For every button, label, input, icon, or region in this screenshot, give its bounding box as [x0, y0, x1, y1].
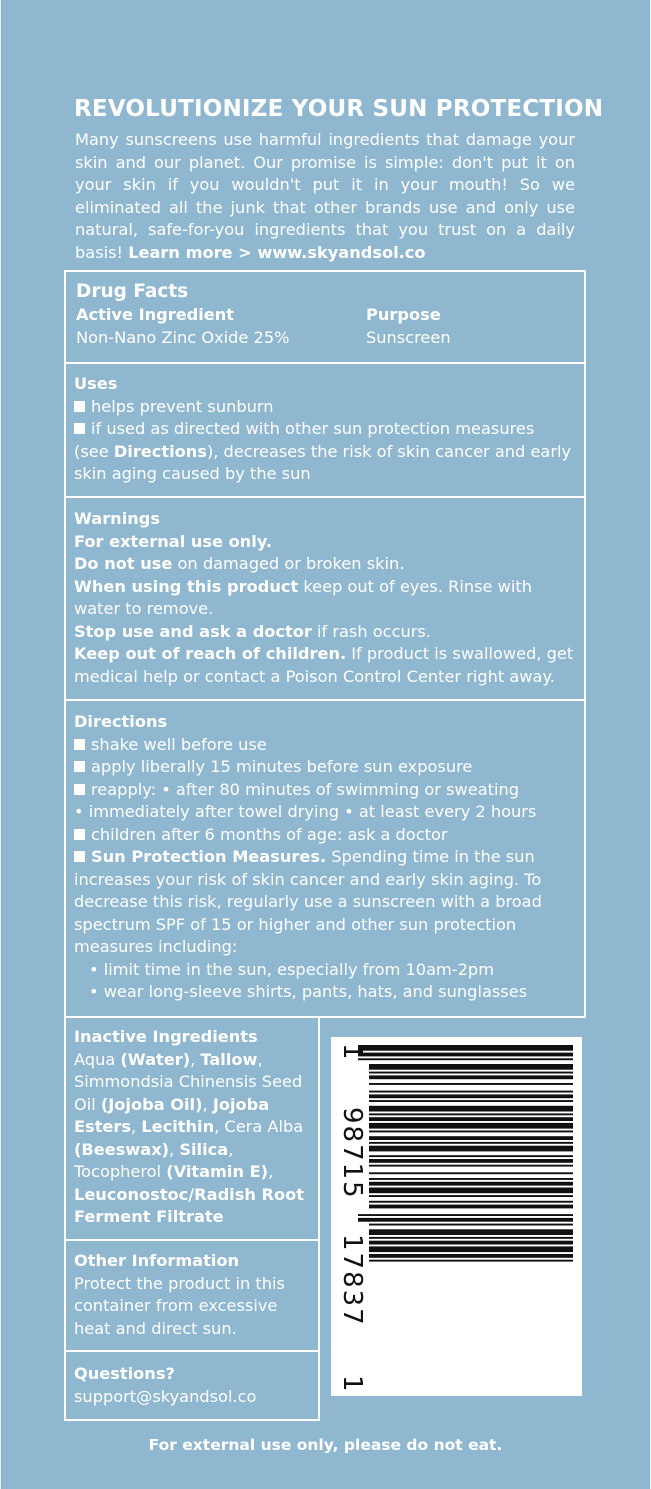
keep-out-cont: medical help or contact a Poison Control Center right away.: [74, 666, 555, 686]
barcode-bar: [369, 1237, 573, 1239]
ingredient-line: Oil (Jojoba Oil), Jojoba: [74, 1094, 270, 1114]
questions-heading: Questions?: [74, 1364, 175, 1383]
when-using-cont: water to remove.: [74, 599, 214, 618]
ingredient-line: Ferment Filtrate: [74, 1207, 224, 1226]
keep-out: Keep out of reach of children. If product is swallowed, get: [74, 644, 574, 663]
intro-text: Many sunscreens use harmful ingredients that damage your skin and our planet. Our promise is simple: don't put it on your skin if you wouldn't put it in your mouth! So we eliminated all the junk that other brands use and only use natural, safe-for-you ingredients that you trust on a daily basis!: [75, 130, 575, 262]
barcode-bar: [369, 1205, 573, 1209]
footer-note: For external use only, please do not eat.: [148, 1436, 503, 1454]
barcode-lead-digit: 1: [337, 1043, 367, 1062]
barcode-bar: [369, 1106, 573, 1112]
barcode-bar: [369, 1201, 573, 1203]
external-use: For external use only.: [74, 531, 273, 551]
barcode-bar: [369, 1165, 573, 1167]
bullet-square-icon: [74, 401, 85, 412]
active-ingredient-heading: Active Ingredient: [76, 305, 235, 324]
barcode-bar: [369, 1075, 573, 1079]
barcode-bar: [369, 1224, 573, 1226]
barcode-bar: [358, 1214, 573, 1216]
other-info-line: container from excessive: [74, 1296, 278, 1315]
spm-sub-item: • limit time in the sun, especially from 10am-2pm: [89, 959, 494, 979]
ingredient-line: Aqua (Water), Tallow,: [74, 1049, 263, 1069]
support-email-link[interactable]: support@skyandsol.co: [74, 1386, 257, 1406]
divider-uses: [64, 362, 586, 364]
do-not-use: Do not use on damaged or broken skin.: [74, 554, 405, 573]
barcode-bar: [369, 1229, 573, 1235]
barcode-bar: [369, 1241, 573, 1245]
other-info-heading: Other Information: [74, 1251, 240, 1270]
barcode-bar: [369, 1188, 573, 1194]
barcode-bar: [369, 1094, 573, 1098]
barcode-bar: [369, 1146, 573, 1152]
inactive-section: [74, 1026, 314, 1229]
ingredient-line: Simmondsia Chinensis Seed: [74, 1072, 303, 1091]
divider-warnings: [64, 496, 586, 498]
barcode-bar: [369, 1155, 573, 1157]
intro-paragraph: [75, 129, 575, 265]
barcode-bar: [369, 1195, 573, 1197]
spm-line: decrease this risk, regularly use a sunscreen with a broad: [74, 892, 542, 911]
barcode-bar: [369, 1260, 573, 1262]
questions-section: [74, 1363, 314, 1408]
bullet-square-icon: [74, 851, 85, 862]
bullet-square-icon: [74, 761, 85, 772]
purpose-value: Sunscreen: [366, 327, 451, 347]
barcode-bar: [358, 1058, 573, 1060]
barcode-group-2: 17837: [337, 1234, 367, 1327]
warnings-section: [74, 508, 579, 688]
when-using: When using this product keep out of eyes. Rinse with: [74, 576, 532, 596]
barcode-bar: [369, 1178, 573, 1180]
bullet-square-icon: [74, 423, 85, 434]
other-info-line: heat and direct sun.: [74, 1318, 237, 1338]
learn-more-link[interactable]: Learn more > www.skyandsol.co: [128, 242, 426, 262]
barcode-bar: [369, 1142, 573, 1144]
barcode-bar: [358, 1053, 573, 1057]
headline: REVOLUTIONIZE YOUR SUN PROTECTION: [74, 96, 604, 122]
inactive-heading: Inactive Ingredients: [74, 1027, 258, 1046]
drug-facts-title: Drug Facts: [76, 281, 189, 302]
barcode-bar: [369, 1113, 573, 1115]
warnings-heading: Warnings: [74, 509, 161, 528]
bullet-square-icon: [74, 739, 85, 750]
other-info-section: [74, 1250, 314, 1340]
ingredient-line: Esters, Lecithin, Cera Alba: [74, 1117, 304, 1136]
uses-section: [74, 373, 579, 486]
barcode-bar: [369, 1172, 573, 1174]
ingredient-line: (Beeswax), Silica,: [74, 1139, 234, 1159]
barcode-bars: [331, 1037, 582, 1396]
ingredient-line: Tocopherol (Vitamin E),: [74, 1162, 274, 1181]
barcode-bar: [369, 1159, 573, 1163]
bullet-square-icon: [74, 784, 85, 795]
barcode-bar: [358, 1045, 573, 1051]
spm-sub-item: • wear long-sleeve shirts, pants, hats, and sunglasses: [89, 982, 528, 1001]
barcode: [331, 1037, 582, 1396]
barcode-bar: [369, 1131, 573, 1133]
directions-item: reapply: • after 80 minutes of swimming or sweating: [74, 779, 579, 802]
barcode-bar: [369, 1246, 573, 1252]
ingredient-line: Leuconostoc/Radish Root: [74, 1184, 304, 1204]
other-info-line: Protect the product in this: [74, 1273, 285, 1293]
barcode-trail-digit: 1: [337, 1375, 367, 1394]
barcode-bar: [369, 1083, 573, 1085]
barcode-bar: [369, 1182, 573, 1186]
directions-item: children after 6 months of age: ask a doctor: [74, 824, 579, 847]
uses-item-cont: skin aging caused by the sun: [74, 464, 311, 483]
barcode-bar: [358, 1218, 573, 1222]
active-ingredient-value: Non-Nano Zinc Oxide 25%: [76, 327, 290, 347]
left-edge: [0, 0, 1, 1489]
directions-item-cont: • immediately after towel drying • at least every 2 hours: [74, 802, 537, 821]
bullet-square-icon: [74, 829, 85, 840]
barcode-bar: [369, 1064, 573, 1070]
purpose-heading: Purpose: [366, 305, 441, 324]
barcode-group-1: 98715: [337, 1107, 367, 1200]
spm-line: spectrum SPF of 15 or higher and other sun protection: [74, 914, 517, 934]
directions-heading: Directions: [74, 712, 168, 731]
divider-questions: [64, 1350, 320, 1352]
barcode-bar: [369, 1091, 573, 1093]
uses-item-cont: (see Directions), decreases the risk of skin cancer and early: [74, 441, 572, 461]
directions-item: shake well before use: [74, 734, 579, 757]
stop-use: Stop use and ask a doctor if rash occurs.: [74, 621, 431, 641]
barcode-bar: [369, 1072, 573, 1074]
drug-facts-section: [76, 280, 576, 349]
barcode-bar: [369, 1254, 573, 1258]
spm-line: measures including:: [74, 937, 238, 956]
barcode-bar: [369, 1117, 573, 1121]
divider-directions: [64, 699, 586, 701]
uses-heading: Uses: [74, 374, 118, 393]
directions-section: [74, 711, 579, 1004]
sun-protection-measures: Sun Protection Measures. Spending time in the sun: [74, 846, 579, 869]
uses-item: if used as directed with other sun protection measures: [74, 418, 579, 441]
uses-item: helps prevent sunburn: [74, 396, 579, 419]
barcode-bar: [369, 1100, 573, 1102]
spm-line: increases your risk of skin cancer and early skin aging. To: [74, 869, 542, 889]
barcode-bar: [369, 1123, 573, 1129]
barcode-bar: [369, 1136, 573, 1140]
divider-other-info: [64, 1239, 320, 1241]
directions-item: apply liberally 15 minutes before sun exposure: [74, 756, 579, 779]
